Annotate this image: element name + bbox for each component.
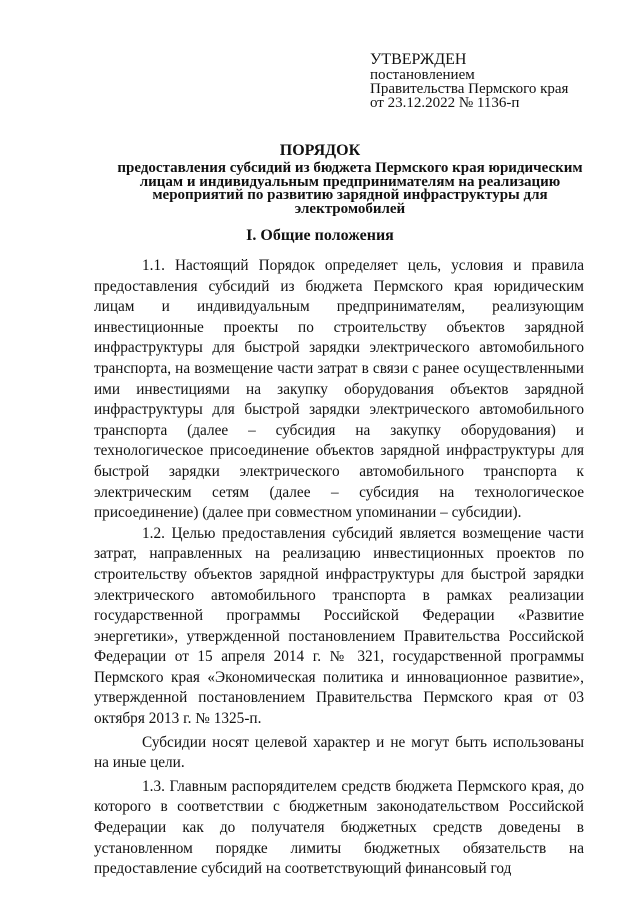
approval-line: постановлением — [370, 67, 475, 83]
document-body — [94, 256, 584, 880]
section-title: I. Общие положения — [246, 227, 394, 244]
approval-line: от 23.12.2022 № 1136-п — [370, 95, 520, 111]
paragraph-1-3: 1.3. Главным распорядителем средств бюджета Пермского края, до которого в соответствии с бюджетным законодательством Российской Федерации как до получателя бюджетных средств доведены в установленном порядке лимиты бюджетных обязательств на предоставление субсидий на соответствующий финансовый год — [94, 777, 584, 878]
paragraph-1-2: 1.2. Целью предоставления субсидий является возмещение части затрат, направленных на реализацию инвестиционных проектов по строительству объектов зарядной инфраструктуры для быстрой зарядки электрического автомобильного транспорта в рамках реализации государственной программы Российской Федерации «Развитие энергетики», утвержденной постановлением Правительства Российской Федерации от 15 апреля 2014 г. № 321, государственной программы Пермского края «Экономическая политика и инновационное развитие», утвержденной постановлением Правительства Пермского края от 03 октября 2013 г. № 1325-п. — [94, 524, 584, 728]
approval-line: Правительства Пермского края — [370, 81, 569, 97]
document-subtitle: предоставления субсидий из бюджета Пермского края юридическим лицам и индивидуальным предпринимателям на реализацию мероприятий по развитию зарядной инфраструктуры для электромобилей — [117, 160, 583, 217]
approval-stamp — [370, 52, 568, 110]
paragraph-purpose-note: Субсидии носят целевой характер и не могут быть использованы на иные цели. — [94, 733, 584, 772]
document-title: ПОРЯДОК — [279, 142, 361, 159]
approval-heading: УТВЕРЖДЕН — [370, 51, 467, 68]
paragraph-1-1: 1.1. Настоящий Порядок определяет цель, условия и правила предоставления субсидий из бюджета Пермского края юридическим лицам и индивидуальным предпринимателям, реализующим инвестиционные проекты по строительству объектов зарядной инфраструктуры для быстрой зарядки электрического автомобильного транспорта, на возмещение части затрат в связи с ранее осуществленными ими инвестициями на закупку оборудования объектов зарядной инфраструктуры для быстрой зарядки электрического автомобильного транспорта (далее – субсидия на закупку оборудования) и технологическое присоединение объектов зарядной инфраструктуры для быстрой зарядки электрического автомобильного транспорта к электрическим сетям (далее – субсидия на технологическое присоединение) (далее при совместном упоминании – субсидии). — [94, 257, 584, 522]
